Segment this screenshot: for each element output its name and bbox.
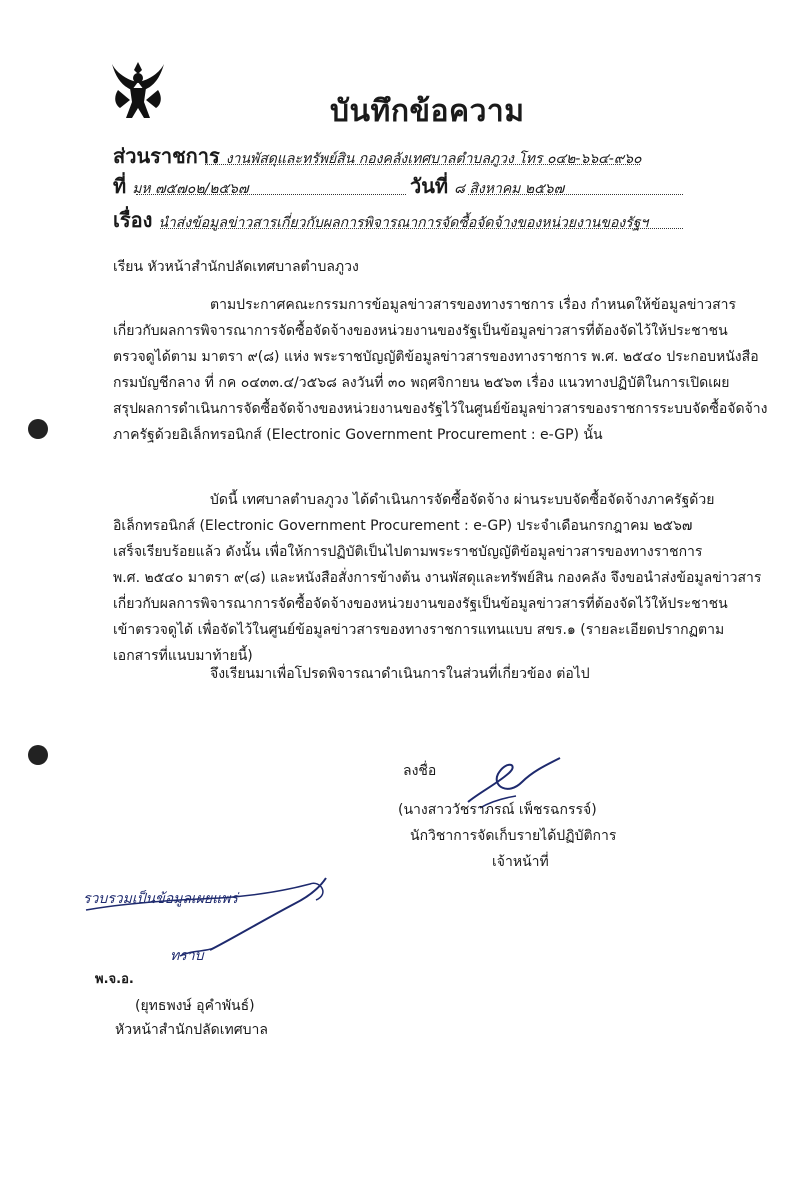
date-dotline: [468, 194, 683, 195]
subject-dotline: [160, 228, 683, 229]
reference-row: [113, 170, 248, 202]
paragraph-2-line: พ.ศ. ๒๕๔๐ มาตรา ๙(๘) และหนังสือสั่งการข้างต้น งานพัสดุและทรัพย์สิน กองคลัง จึงขอนำส่งข้อมูลข่าวสาร: [113, 570, 762, 586]
paragraph-2-line: เสร็จเรียบร้อยแล้ว ดังนั้น เพื่อให้การปฏิบัติเป็นไปตามพระราชบัญญัติข้อมูลข่าวสารของทางราชการ: [113, 544, 703, 560]
date-row: [410, 170, 564, 202]
punch-hole-icon: [28, 745, 48, 765]
reference-dotline: [136, 194, 406, 195]
salutation: เรียน หัวหน้าสำนักปลัดเทศบาลตำบลภูวง: [113, 259, 359, 275]
paragraph-1-line: กรมบัญชีกลาง ที่ กค ๐๔๓๓.๔/ว๕๖๘ ลงวันที่ ๓๐ พฤศจิกายน ๒๕๖๓ เรื่อง แนวทางปฏิบัติในการเปิดเผย: [113, 375, 730, 391]
approver-position: หัวหน้าสำนักปลัดเทศบาล: [115, 1022, 268, 1038]
paragraph-1-line: ตรวจดูได้ตาม มาตรา ๙(๘) แห่ง พระราชบัญญัติข้อมูลข่าวสารของทางราชการ พ.ศ. ๒๕๔๐ ประกอบหนังสือ: [113, 349, 759, 365]
subject-row: [113, 204, 648, 236]
approval-note: รวบรวมเป็นข้อมูลเผยแพร่: [83, 891, 238, 907]
department-row: [113, 140, 642, 172]
signer-role: เจ้าหน้าที่: [492, 854, 549, 870]
department-dotline: [205, 164, 640, 165]
paragraph-1-line: สรุปผลการดำเนินการจัดซื้อจัดจ้างของหน่วยงานของรัฐไว้ในศูนย์ข้อมูลข่าวสารของราชการระบบจัดซื้อจัดจ้าง: [113, 401, 768, 417]
department-label: ส่วนราชการ: [113, 144, 220, 168]
signer-name: (นางสาววัชราภรณ์ เพ็ชรฉกรรจ์): [398, 802, 597, 818]
reference-value: มห ๗๕๗๐๒/๒๕๖๗: [132, 181, 249, 197]
closing-line: จึงเรียนมาเพื่อโปรดพิจารณาดำเนินการในส่วนที่เกี่ยวข้อง ต่อไป: [210, 666, 590, 682]
date-value: ๘ สิงหาคม ๒๕๖๗: [454, 181, 565, 197]
paragraph-1: [113, 292, 767, 448]
department-value: งานพัสดุและทรัพย์สิน กองคลังเทศบาลตำบลภูวง โทร ๐๔๒-๖๖๔-๙๖๐: [225, 151, 642, 167]
paragraph-1-line: เกี่ยวกับผลการพิจารณาการจัดซื้อจัดจ้างของหน่วยงานของรัฐเป็นข้อมูลข่าวสารที่ต้องจัดไว้ให้ประชาชน: [113, 323, 728, 339]
sign-label: ลงชื่อ: [403, 763, 437, 779]
paragraph-2-line: เกี่ยวกับผลการพิจารณาการจัดซื้อจัดจ้างของหน่วยงานของรัฐเป็นข้อมูลข่าวสารที่ต้องจัดไว้ให้ประชาชน: [113, 596, 728, 612]
subject-value: นำส่งข้อมูลข่าวสารเกี่ยวกับผลการพิจารณาการจัดซื้อจัดจ้างของหน่วยงานของรัฐฯ: [158, 215, 649, 231]
date-label: วันที่: [410, 174, 449, 198]
paragraph-2-line: อิเล็กทรอนิกส์ (Electronic Government Procurement : e-GP) ประจำเดือนกรกฎาคม ๒๕๖๗: [113, 518, 693, 534]
approval-signature-icon: [80, 870, 360, 970]
approval-initials: พ.จ.อ.: [95, 972, 134, 987]
subject-label: เรื่อง: [113, 208, 153, 232]
paragraph-2-line: บัดนี้ เทศบาลตำบลภูวง ได้ดำเนินการจัดซื้อจัดจ้าง ผ่านระบบจัดซื้อจัดจ้างภาครัฐด้วย: [210, 492, 715, 508]
approval-note-ack: ทราบ: [170, 948, 204, 964]
paragraph-1-line: ตามประกาศคณะกรรมการข้อมูลข่าวสารของทางราชการ เรื่อง กำหนดให้ข้อมูลข่าวสาร: [210, 297, 737, 313]
garuda-emblem-icon: [108, 60, 168, 122]
paragraph-1-line: ภาครัฐด้วยอิเล็กทรอนิกส์ (Electronic Government Procurement : e-GP) นั้น: [113, 427, 603, 443]
paragraph-2: [113, 487, 761, 669]
punch-hole-icon: [28, 419, 48, 439]
signer-position: นักวิชาการจัดเก็บรายได้ปฏิบัติการ: [410, 828, 617, 844]
reference-label: ที่: [113, 174, 127, 198]
memo-title: บันทึกข้อความ: [330, 94, 525, 129]
approver-name: (ยุทธพงษ์ อุคำพันธ์): [135, 998, 255, 1014]
paragraph-2-line: เอกสารที่แนบมาท้ายนี้): [113, 648, 253, 664]
paragraph-2-line: เข้าตรวจดูได้ เพื่อจัดไว้ในศูนย์ข้อมูลข่าวสารของทางราชการแทนแบบ สขร.๑ (รายละเอียดปรากฏตาม: [113, 622, 725, 638]
